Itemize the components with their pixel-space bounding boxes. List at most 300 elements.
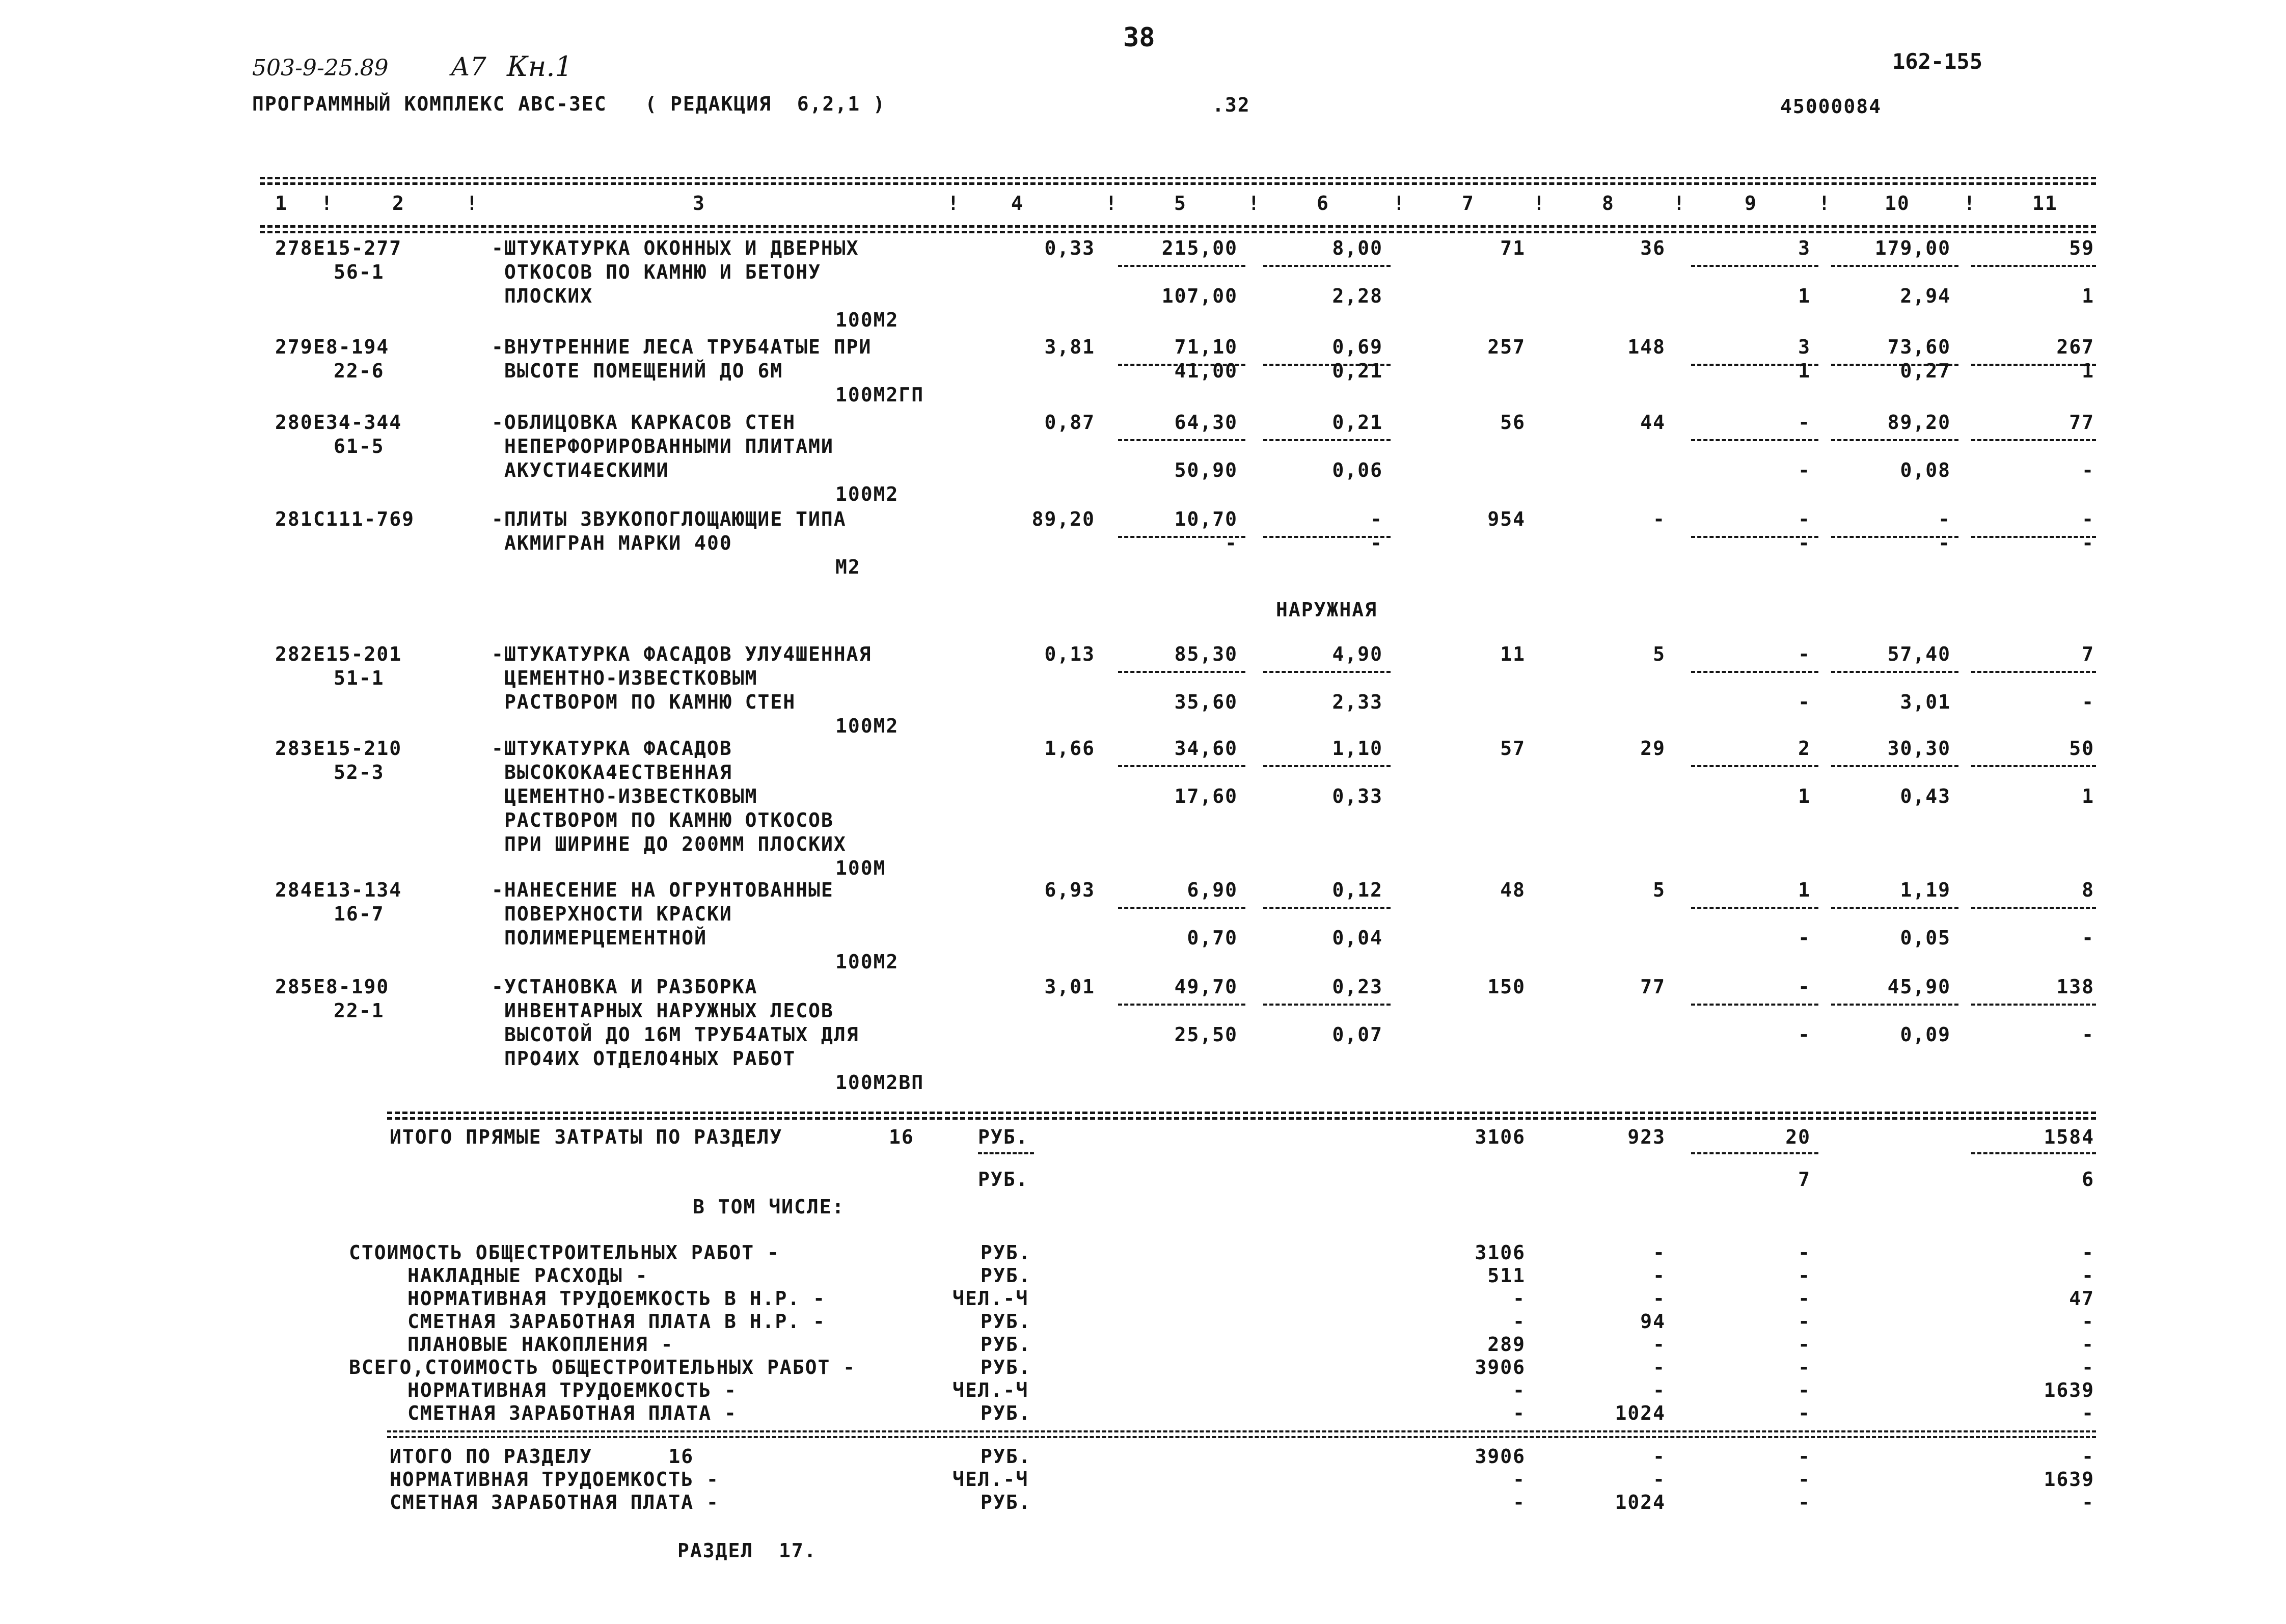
row-number: 281 bbox=[275, 508, 313, 530]
work-description: ПОЛИМЕРЦЕМЕНТНОЙ bbox=[504, 927, 707, 949]
section-total-labor: 1639 bbox=[2044, 1468, 2094, 1491]
unit-machine-cost: 0,12 bbox=[1332, 879, 1383, 901]
breakdown-wage: 1024 bbox=[1615, 1402, 1666, 1424]
machine-cost: 3 bbox=[1798, 237, 1811, 259]
cell-divider bbox=[1118, 265, 1245, 267]
unit-machine-cost: 8,00 bbox=[1332, 237, 1383, 259]
norm-code: 22-1 bbox=[334, 999, 385, 1022]
breakdown-machine: - bbox=[1798, 1264, 1811, 1287]
column-header-9: 9 bbox=[1745, 192, 1757, 214]
quantity: 0,13 bbox=[1044, 643, 1095, 665]
direct-costs-unit: РУБ. bbox=[978, 1126, 1029, 1148]
cell-divider bbox=[1118, 1004, 1245, 1006]
breakdown-wage: - bbox=[1653, 1264, 1666, 1287]
work-description: -НАНЕСЕНИЕ НА ОГРУНТОВАННЫЕ bbox=[492, 879, 834, 901]
quantity: 6,93 bbox=[1044, 879, 1095, 901]
breakdown-wage: - bbox=[1653, 1379, 1666, 1401]
cell-divider bbox=[1118, 671, 1245, 673]
work-description: РАСТВОРОМ ПО КАМНЮ ОТКОСОВ bbox=[504, 809, 834, 831]
row-number: 285 bbox=[275, 976, 313, 998]
quantity: 0,87 bbox=[1044, 411, 1095, 434]
section-total-wage: - bbox=[1653, 1468, 1666, 1491]
operator-labor: - bbox=[2082, 532, 2094, 554]
cell-divider bbox=[1263, 907, 1391, 909]
unit-operator-wage: - bbox=[1370, 532, 1383, 554]
row-number: 279 bbox=[275, 336, 313, 358]
unit-divider bbox=[978, 1152, 1034, 1154]
work-description: -ПЛИТЫ ЗВУКОПОГЛОЩАЮЩИЕ ТИПА bbox=[492, 508, 847, 530]
column-separator: ! bbox=[466, 192, 479, 214]
unit-operator-wage: 0,21 bbox=[1332, 360, 1383, 382]
totals-top-rule bbox=[387, 1112, 2096, 1114]
header-bottom-rule bbox=[260, 225, 2096, 228]
labor-hours: 73,60 bbox=[1887, 336, 1951, 358]
cell-divider bbox=[1971, 671, 2096, 673]
unit-machine-cost: 0,69 bbox=[1332, 336, 1383, 358]
total-labor: 8 bbox=[2082, 879, 2094, 901]
unit-operator-wage: 2,33 bbox=[1332, 691, 1383, 713]
work-description: НЕПЕРФОРИРОВАННЫМИ ПЛИТАМИ bbox=[504, 435, 834, 457]
unit-cost: 10,70 bbox=[1174, 508, 1238, 530]
operator-hours: 3,01 bbox=[1900, 691, 1951, 713]
work-description: ЦЕМЕНТНО-ИЗВЕСТКОВЫМ bbox=[504, 667, 758, 689]
cell-divider bbox=[1831, 907, 1958, 909]
measure-unit: 100М2 bbox=[835, 951, 899, 973]
total-cost: 57 bbox=[1500, 737, 1526, 760]
operator-labor: 1 bbox=[2082, 360, 2094, 382]
unit-wage-cost: 35,60 bbox=[1174, 691, 1238, 713]
cell-divider bbox=[1118, 765, 1245, 767]
breakdown-machine: - bbox=[1798, 1379, 1811, 1401]
machine-cost: - bbox=[1798, 976, 1811, 998]
total-labor: 138 bbox=[2056, 976, 2094, 998]
quantity: 3,81 bbox=[1044, 336, 1095, 358]
operator-hours: - bbox=[1938, 532, 1951, 554]
section-total-cost: - bbox=[1513, 1491, 1526, 1513]
work-description: ВЫСОТОЙ ДО 16М ТРУБ4АТЫХ ДЛЯ bbox=[504, 1023, 859, 1046]
cell-divider bbox=[1263, 765, 1391, 767]
breakdown-wage: - bbox=[1653, 1333, 1666, 1356]
total-wage: 77 bbox=[1640, 976, 1666, 998]
breakdown-labor: - bbox=[2082, 1356, 2094, 1378]
total-labor: 50 bbox=[2069, 737, 2094, 760]
column-separator: ! bbox=[321, 192, 334, 214]
cell-divider bbox=[1831, 1004, 1958, 1006]
cell-divider bbox=[1971, 907, 2096, 909]
breakdown-machine: - bbox=[1798, 1356, 1811, 1378]
norm-code: 52-3 bbox=[334, 761, 385, 783]
breakdown-wage: - bbox=[1653, 1241, 1666, 1264]
measure-unit: 100М2 bbox=[835, 715, 899, 737]
column-header-5: 5 bbox=[1174, 192, 1187, 214]
breakdown-unit: ЧЕЛ.-Ч bbox=[953, 1287, 1029, 1310]
breakdown-machine: - bbox=[1798, 1310, 1811, 1333]
work-description: ВЫСОТЕ ПОМЕЩЕНИЙ ДО 6М bbox=[504, 360, 783, 382]
breakdown-cost: - bbox=[1513, 1287, 1526, 1310]
column-header-3: 3 bbox=[693, 192, 705, 214]
operator-labor: - bbox=[2082, 927, 2094, 949]
operator-labor: - bbox=[2082, 691, 2094, 713]
breakdown-label: НОРМАТИВНАЯ ТРУДОЕМКОСТЬ - bbox=[407, 1379, 737, 1401]
sheet-number: .32 bbox=[1212, 94, 1250, 116]
totals-top-rule-2 bbox=[387, 1117, 2096, 1120]
breakdown-wage: - bbox=[1653, 1356, 1666, 1378]
breakdown-wage: - bbox=[1653, 1287, 1666, 1310]
unit-machine-cost: 0,21 bbox=[1332, 411, 1383, 434]
work-description: ПРИ ШИРИНЕ ДО 200ММ ПЛОСКИХ bbox=[504, 833, 847, 855]
section-total-label: СМЕТНАЯ ЗАРАБОТНАЯ ПЛАТА - bbox=[390, 1491, 719, 1513]
work-description: -ОБЛИЦОВКА КАРКАСОВ СТЕН bbox=[492, 411, 796, 434]
cell-divider bbox=[1263, 671, 1391, 673]
breakdown-cost: 511 bbox=[1487, 1264, 1526, 1287]
cell-divider bbox=[1263, 265, 1391, 267]
row-number: 278 bbox=[275, 237, 313, 259]
unit-cost: 85,30 bbox=[1174, 643, 1238, 665]
breakdown-cost: 289 bbox=[1487, 1333, 1526, 1356]
unit-wage-cost: 107,00 bbox=[1161, 285, 1238, 307]
section-total-labor: - bbox=[2082, 1491, 2094, 1513]
unit-wage-cost: 41,00 bbox=[1174, 360, 1238, 382]
norm-code: 51-1 bbox=[334, 667, 385, 689]
unit-operator-wage: 0,06 bbox=[1332, 459, 1383, 481]
section-total-labor: - bbox=[2082, 1445, 2094, 1468]
direct-total-wage: 923 bbox=[1627, 1126, 1666, 1148]
cell-divider bbox=[1691, 1152, 1818, 1154]
cell-divider bbox=[1118, 439, 1245, 441]
machine-cost: - bbox=[1798, 508, 1811, 530]
work-description: ИНВЕНТАРНЫХ НАРУЖНЫХ ЛЕСОВ bbox=[504, 999, 834, 1022]
norm-code: Е34-344 bbox=[313, 411, 402, 434]
norm-code: Е15-201 bbox=[313, 643, 402, 665]
breakdown-label: НАКЛАДНЫЕ РАСХОДЫ - bbox=[407, 1264, 648, 1287]
section-heading: НАРУЖНАЯ bbox=[1276, 599, 1378, 621]
cell-divider bbox=[1831, 671, 1958, 673]
breakdown-unit: РУБ. bbox=[981, 1402, 1031, 1424]
operator-labor: - bbox=[2082, 459, 2094, 481]
document-id: 45000084 bbox=[1780, 95, 1882, 118]
breakdown-cost: - bbox=[1513, 1379, 1526, 1401]
breakdown-labor: - bbox=[2082, 1241, 2094, 1264]
measure-unit: 100М bbox=[835, 857, 886, 879]
work-description: ПРО4ИХ ОТДЕЛО4НЫХ РАБОТ bbox=[504, 1047, 796, 1070]
operator-hours: 2,94 bbox=[1900, 285, 1951, 307]
total-cost: 954 bbox=[1487, 508, 1526, 530]
column-header-1: 1 bbox=[275, 192, 288, 214]
section-total-machine: - bbox=[1798, 1445, 1811, 1468]
unit-operator-wage: 2,28 bbox=[1332, 285, 1383, 307]
breakdown-machine: - bbox=[1798, 1287, 1811, 1310]
operator-hours: 0,43 bbox=[1900, 785, 1951, 807]
cell-divider bbox=[1263, 1004, 1391, 1006]
operator-labor: 1 bbox=[2082, 785, 2094, 807]
work-description: ОТКОСОВ ПО КАМНЮ И БЕТОНУ bbox=[504, 261, 821, 283]
breakdown-cost: 3106 bbox=[1475, 1241, 1526, 1264]
direct-costs-label: ИТОГО ПРЯМЫЕ ЗАТРАТЫ ПО РАЗДЕЛУ bbox=[390, 1126, 783, 1148]
unit-wage-cost: 50,90 bbox=[1174, 459, 1238, 481]
norm-code: С111-769 bbox=[313, 508, 415, 530]
machine-wage: - bbox=[1798, 459, 1811, 481]
total-cost: 11 bbox=[1500, 643, 1526, 665]
unit-cost: 64,30 bbox=[1174, 411, 1238, 434]
work-description: ВЫСОКОКА4ЕСТВЕННАЯ bbox=[504, 761, 732, 783]
labor-hours: 1,19 bbox=[1900, 879, 1951, 901]
unit-cost: 6,90 bbox=[1187, 879, 1238, 901]
column-header-8: 8 bbox=[1602, 192, 1615, 214]
cell-divider bbox=[1691, 765, 1818, 767]
work-description: ПЛОСКИХ bbox=[504, 285, 593, 307]
machine-wage: - bbox=[1798, 691, 1811, 713]
total-wage: 29 bbox=[1640, 737, 1666, 760]
quantity: 89,20 bbox=[1031, 508, 1095, 530]
cell-divider bbox=[1971, 765, 2096, 767]
section-total-wage: 1024 bbox=[1615, 1491, 1666, 1513]
section-total-label: ИТОГО ПО РАЗДЕЛУ 16 bbox=[390, 1445, 694, 1468]
breakdown-label: СМЕТНАЯ ЗАРАБОТНАЯ ПЛАТА - bbox=[407, 1402, 737, 1424]
total-cost: 56 bbox=[1500, 411, 1526, 434]
cell-divider bbox=[1971, 439, 2096, 441]
breakdown-labor: - bbox=[2082, 1333, 2094, 1356]
total-labor: 267 bbox=[2056, 336, 2094, 358]
total-wage: 36 bbox=[1640, 237, 1666, 259]
doc-code: 503-9-25.89 bbox=[252, 55, 389, 81]
section-total-unit: РУБ. bbox=[981, 1491, 1031, 1513]
direct-total-cost: 3106 bbox=[1475, 1126, 1526, 1148]
column-separator: ! bbox=[947, 192, 960, 214]
breakdown-label: СТОИМОСТЬ ОБЩЕСТРОИТЕЛЬНЫХ РАБОТ - bbox=[349, 1241, 780, 1264]
section-total-rule-2 bbox=[387, 1436, 2096, 1438]
program-title: ПРОГРАММНЫЙ КОМПЛЕКС АВС-3ЕС ( РЕДАКЦИЯ 6,2,1 ) bbox=[252, 93, 886, 115]
operator-hours: 0,27 bbox=[1900, 360, 1951, 382]
machine-wage: - bbox=[1798, 927, 1811, 949]
breakdown-labor: - bbox=[2082, 1264, 2094, 1287]
machine-wage: 1 bbox=[1798, 360, 1811, 382]
section-total-rule bbox=[387, 1430, 2096, 1432]
breakdown-cost: 3906 bbox=[1475, 1356, 1526, 1378]
direct-machine-wage: 7 bbox=[1798, 1168, 1811, 1190]
column-header-2: 2 bbox=[392, 192, 405, 214]
work-description: РАСТВОРОМ ПО КАМНЮ СТЕН bbox=[504, 691, 796, 713]
section-total-wage: - bbox=[1653, 1445, 1666, 1468]
unit-wage-cost: 0,70 bbox=[1187, 927, 1238, 949]
unit-cost: 49,70 bbox=[1174, 976, 1238, 998]
work-description: -ШТУКАТУРКА ФАСАДОВ bbox=[492, 737, 732, 760]
norm-code: Е8-190 bbox=[313, 976, 390, 998]
section-total-unit: РУБ. bbox=[981, 1445, 1031, 1468]
unit-machine-cost: 1,10 bbox=[1332, 737, 1383, 760]
direct-costs-unit-2: РУБ. bbox=[978, 1168, 1029, 1190]
row-number: 283 bbox=[275, 737, 313, 760]
row-number: 284 bbox=[275, 879, 313, 901]
measure-unit: 100М2 bbox=[835, 483, 899, 505]
breakdown-unit: ЧЕЛ.-Ч bbox=[953, 1379, 1029, 1401]
measure-unit: 100М2ГП bbox=[835, 384, 924, 406]
machine-cost: - bbox=[1798, 411, 1811, 434]
total-wage: - bbox=[1653, 508, 1666, 530]
labor-hours: 57,40 bbox=[1887, 643, 1951, 665]
direct-machine-cost: 20 bbox=[1785, 1126, 1811, 1148]
cell-divider bbox=[1118, 907, 1245, 909]
breakdown-labor: - bbox=[2082, 1402, 2094, 1424]
machine-wage: - bbox=[1798, 1023, 1811, 1046]
breakdown-machine: - bbox=[1798, 1241, 1811, 1264]
work-description: -ШТУКАТУРКА ФАСАДОВ УЛУ4ШЕННАЯ bbox=[492, 643, 872, 665]
breakdown-labor: - bbox=[2082, 1310, 2094, 1333]
next-section-title: РАЗДЕЛ 17. bbox=[677, 1539, 817, 1562]
breakdown-machine: - bbox=[1798, 1333, 1811, 1356]
column-separator: ! bbox=[1393, 192, 1406, 214]
breakdown-label: СМЕТНАЯ ЗАРАБОТНАЯ ПЛАТА В Н.Р. - bbox=[407, 1310, 826, 1333]
section-total-unit: ЧЕЛ.-Ч bbox=[953, 1468, 1029, 1491]
table-top-rule-2 bbox=[260, 182, 2096, 185]
machine-cost: 1 bbox=[1798, 879, 1811, 901]
total-cost: 257 bbox=[1487, 336, 1526, 358]
breakdown-unit: РУБ. bbox=[981, 1264, 1031, 1287]
machine-cost: 2 bbox=[1798, 737, 1811, 760]
operator-hours: 0,09 bbox=[1900, 1023, 1951, 1046]
norm-code: 56-1 bbox=[334, 261, 385, 283]
including-label: В ТОМ ЧИСЛЕ: bbox=[693, 1196, 845, 1218]
measure-unit: М2 bbox=[835, 556, 861, 578]
page-number: 38 bbox=[1123, 22, 1155, 53]
cell-divider bbox=[1691, 439, 1818, 441]
breakdown-machine: - bbox=[1798, 1402, 1811, 1424]
column-header-6: 6 bbox=[1317, 192, 1329, 214]
work-description: -ВНУТРЕННИЕ ЛЕСА ТРУБ4АТЫЕ ПРИ bbox=[492, 336, 872, 358]
measure-unit: 100М2 bbox=[835, 309, 899, 331]
row-number: 280 bbox=[275, 411, 313, 434]
work-description: -УСТАНОВКА И РАЗБОРКА bbox=[492, 976, 758, 998]
norm-code: Е15-277 bbox=[313, 237, 402, 259]
cell-divider bbox=[1831, 439, 1958, 441]
labor-hours: 45,90 bbox=[1887, 976, 1951, 998]
direct-costs-section: 16 bbox=[889, 1126, 914, 1148]
cell-divider bbox=[1831, 265, 1958, 267]
column-separator: ! bbox=[1533, 192, 1546, 214]
unit-cost: 71,10 bbox=[1174, 336, 1238, 358]
breakdown-unit: РУБ. bbox=[981, 1356, 1031, 1378]
quantity: 0,33 bbox=[1044, 237, 1095, 259]
breakdown-unit: РУБ. bbox=[981, 1333, 1031, 1356]
header-bottom-rule-2 bbox=[260, 231, 2096, 233]
total-cost: 150 bbox=[1487, 976, 1526, 998]
labor-hours: 179,00 bbox=[1874, 237, 1951, 259]
cell-divider bbox=[1691, 671, 1818, 673]
measure-unit: 100М2ВП bbox=[835, 1071, 924, 1094]
column-header-4: 4 bbox=[1011, 192, 1024, 214]
work-description: ЦЕМЕНТНО-ИЗВЕСТКОВЫМ bbox=[504, 785, 758, 807]
breakdown-label: ПЛАНОВЫЕ НАКОПЛЕНИЯ - bbox=[407, 1333, 674, 1356]
unit-operator-wage: 0,33 bbox=[1332, 785, 1383, 807]
column-separator: ! bbox=[1818, 192, 1831, 214]
operator-hours: 0,05 bbox=[1900, 927, 1951, 949]
breakdown-unit: РУБ. bbox=[981, 1241, 1031, 1264]
breakdown-label: ВСЕГО,СТОИМОСТЬ ОБЩЕСТРОИТЕЛЬНЫХ РАБОТ - bbox=[349, 1356, 856, 1378]
work-description: ПОВЕРХНОСТИ КРАСКИ bbox=[504, 903, 732, 925]
machine-wage: 1 bbox=[1798, 785, 1811, 807]
total-labor: 77 bbox=[2069, 411, 2094, 434]
breakdown-label: НОРМАТИВНАЯ ТРУДОЕМКОСТЬ В Н.Р. - bbox=[407, 1287, 826, 1310]
unit-cost: 34,60 bbox=[1174, 737, 1238, 760]
column-separator: ! bbox=[1673, 192, 1686, 214]
norm-code: 22-6 bbox=[334, 360, 385, 382]
unit-cost: 215,00 bbox=[1161, 237, 1238, 259]
total-wage: 44 bbox=[1640, 411, 1666, 434]
section-total-machine: - bbox=[1798, 1491, 1811, 1513]
right-code: 162-155 bbox=[1892, 49, 1983, 74]
column-separator: ! bbox=[1105, 192, 1118, 214]
direct-total-labor: 1584 bbox=[2044, 1126, 2094, 1148]
machine-cost: - bbox=[1798, 643, 1811, 665]
machine-wage: - bbox=[1798, 532, 1811, 554]
operator-hours: 0,08 bbox=[1900, 459, 1951, 481]
norm-code: Е8-194 bbox=[313, 336, 390, 358]
section-total-machine: - bbox=[1798, 1468, 1811, 1491]
operator-labor: 1 bbox=[2082, 285, 2094, 307]
unit-machine-cost: 0,23 bbox=[1332, 976, 1383, 998]
breakdown-unit: РУБ. bbox=[981, 1310, 1031, 1333]
unit-wage-cost: 25,50 bbox=[1174, 1023, 1238, 1046]
operator-labor: - bbox=[2082, 1023, 2094, 1046]
book-number: Кн.1 bbox=[507, 50, 573, 83]
machine-cost: 3 bbox=[1798, 336, 1811, 358]
section-total-cost: 3906 bbox=[1475, 1445, 1526, 1468]
table-top-rule bbox=[260, 177, 2096, 179]
machine-wage: 1 bbox=[1798, 285, 1811, 307]
column-header-10: 10 bbox=[1885, 192, 1910, 214]
total-labor: 7 bbox=[2082, 643, 2094, 665]
section-total-label: НОРМАТИВНАЯ ТРУДОЕМКОСТЬ - bbox=[390, 1468, 719, 1491]
breakdown-wage: 94 bbox=[1640, 1310, 1666, 1333]
breakdown-labor: 47 bbox=[2069, 1287, 2094, 1310]
breakdown-labor: 1639 bbox=[2044, 1379, 2094, 1401]
cell-divider bbox=[1691, 265, 1818, 267]
cell-divider bbox=[1971, 1152, 2096, 1154]
unit-wage-cost: - bbox=[1225, 532, 1238, 554]
total-wage: 148 bbox=[1627, 336, 1666, 358]
unit-wage-cost: 17,60 bbox=[1174, 785, 1238, 807]
breakdown-cost: - bbox=[1513, 1310, 1526, 1333]
cell-divider bbox=[1263, 439, 1391, 441]
total-cost: 48 bbox=[1500, 879, 1526, 901]
column-header-7: 7 bbox=[1462, 192, 1475, 214]
total-cost: 71 bbox=[1500, 237, 1526, 259]
quantity: 1,66 bbox=[1044, 737, 1095, 760]
unit-operator-wage: 0,04 bbox=[1332, 927, 1383, 949]
total-wage: 5 bbox=[1653, 879, 1666, 901]
section-total-cost: - bbox=[1513, 1468, 1526, 1491]
album-code: А7 bbox=[451, 52, 486, 82]
row-number: 282 bbox=[275, 643, 313, 665]
norm-code: 16-7 bbox=[334, 903, 385, 925]
cell-divider bbox=[1831, 765, 1958, 767]
direct-operator-labor: 6 bbox=[2082, 1168, 2094, 1190]
work-description: АКМИГРАН МАРКИ 400 bbox=[504, 532, 732, 554]
cell-divider bbox=[1971, 265, 2096, 267]
work-description: АКУСТИ4ЕСКИМИ bbox=[504, 459, 669, 481]
total-labor: - bbox=[2082, 508, 2094, 530]
work-description: -ШТУКАТУРКА ОКОННЫХ И ДВЕРНЫХ bbox=[492, 237, 859, 259]
labor-hours: 30,30 bbox=[1887, 737, 1951, 760]
column-header-11: 11 bbox=[2032, 192, 2058, 214]
column-separator: ! bbox=[1248, 192, 1261, 214]
total-labor: 59 bbox=[2069, 237, 2094, 259]
labor-hours: - bbox=[1938, 508, 1951, 530]
cell-divider bbox=[1971, 1004, 2096, 1006]
total-wage: 5 bbox=[1653, 643, 1666, 665]
labor-hours: 89,20 bbox=[1887, 411, 1951, 434]
cell-divider bbox=[1691, 1004, 1818, 1006]
norm-code: Е15-210 bbox=[313, 737, 402, 760]
